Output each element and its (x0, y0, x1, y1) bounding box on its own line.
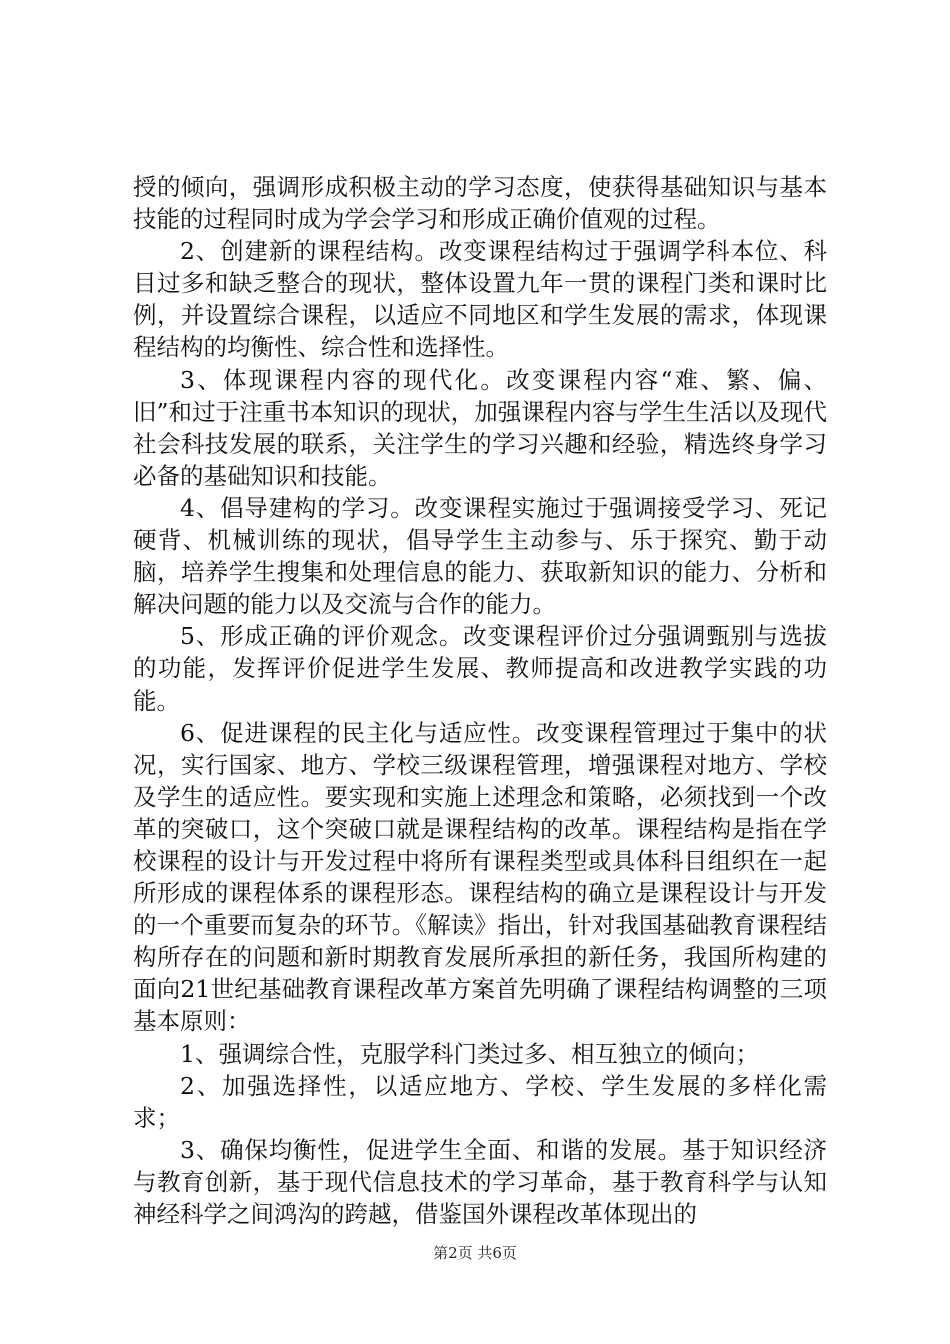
paragraph: 4、倡导建构的学习。改变课程实施过于强调接受学习、死记硬背、机械训练的现状，倡导学生主动参与、乐于探究、勤于动脑，培养学生搜集和处理信息的能力、获取新知识的能力、分析和解决问题的能力以及交流与合作的能力。 (133, 493, 827, 619)
paragraph: 3、确保均衡性，促进学生全面、和谐的发展。基于知识经济与教育创新，基于现代信息技术的学习革命，基于教育科学与认知神经科学之间鸿沟的跨越，借鉴国外课程改革体现出的 (133, 1135, 827, 1228)
document-body (133, 171, 827, 1230)
paragraph: 1、强调综合性，克服学科门类过多、相互独立的倾向； (180, 1039, 759, 1068)
page-number-footer: 第2页 共6页 (433, 1244, 517, 1262)
paragraph: 2、加强选择性，以适应地方、学校、学生发展的多样化需求； (133, 1071, 827, 1132)
paragraph: 授的倾向，强调形成积极主动的学习态度，使获得基础知识与基本技能的过程同时成为学会学习和形成正确价值观的过程。 (133, 173, 827, 234)
paragraph: 3、体现课程内容的现代化。改变课程内容“难、繁、偏、旧”和过于注重书本知识的现状，加强课程内容与学生生活以及现代社会科技发展的联系，关注学生的学习兴趣和经验，精选终身学习必备的基础知识和技能。 (133, 365, 827, 490)
paragraph: 5、形成正确的评价观念。改变课程评价过分强调甄别与选拔的功能，发挥评价促进学生发展、教师提高和改进教学实践的功能。 (133, 622, 827, 715)
paragraph: 6、促进课程的民主化与适应性。改变课程管理过于集中的状况，实行国家、地方、学校三级课程管理，增强课程对地方、学校及学生的适应性。要实现和实施上述理念和策略，必须找到一个改革的突破口，这个突破口就是课程结构的改革。课程结构是指在学校课程的设计与开发过程中将所有课程类型或具体科目组织在一起所形成的课程体系的课程形态。课程结构的确立是课程设计与开发的一个重要而复杂的环节。《解读》指出，针对我国基础教育课程结构所存在的问题和新时期教育发展所承担的新任务，我国所构建的面向21世纪基础教育课程改革方案首先明确了课程结构调整的三项基本原则： (133, 718, 827, 1036)
paragraph: 2、创建新的课程结构。改变课程结构过于强调学科本位、科目过多和缺乏整合的现状，整体设置九年一贯的课程门类和课时比例，并设置综合课程，以适应不同地区和学生发展的需求，体现课程结构的均衡性、综合性和选择性。 (133, 237, 827, 362)
